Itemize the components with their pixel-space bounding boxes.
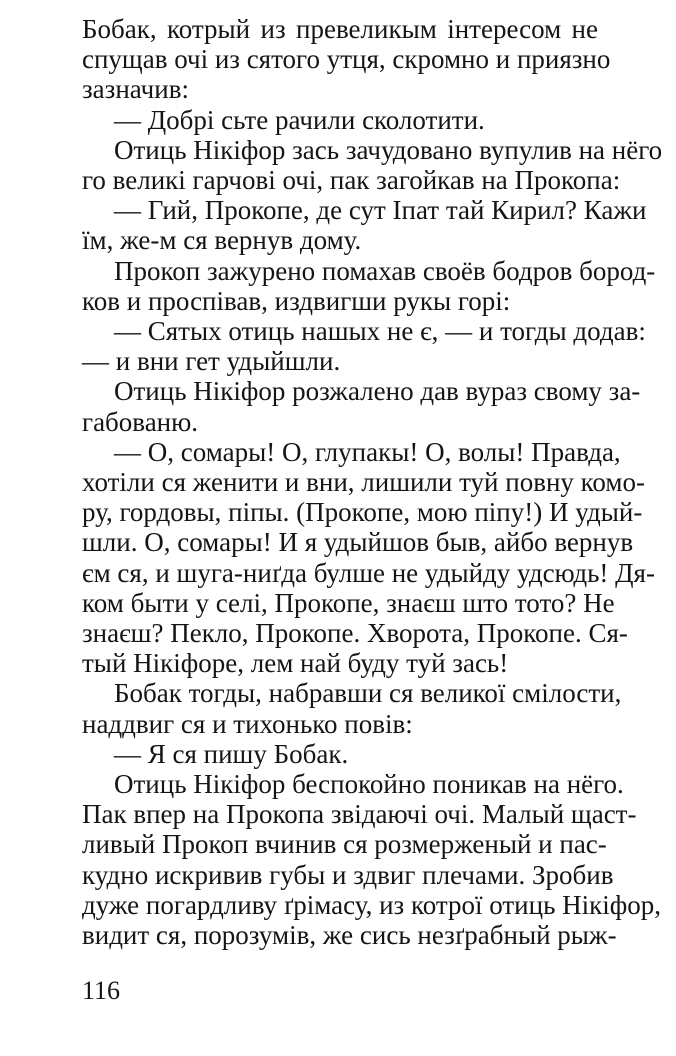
text-line: спущав очі из сятого утця, скромно и приязно: [82, 44, 611, 75]
text-line: Отиць Нікіфор зась зачудовано вупулив на нёго: [114, 134, 663, 165]
text-line: Отиць Нікіфор беспокойно поникав на нёго.: [114, 769, 624, 799]
text-line: — Добрі сьте рачили сколотити.: [114, 104, 485, 135]
text-line: Бобак, котрый из превеликым інтересом не: [82, 14, 598, 44]
book-page: [82, 0, 663, 1056]
text-line: кудно искривив губы и здвиг плечами. Зробив: [82, 859, 614, 890]
text-line: — О, сомары! О, глупакы! О, волы! Правда,: [114, 436, 621, 467]
text-line: шли. О, сомары! И я удыйшов быв, айбо вернув: [82, 527, 634, 558]
text-line: го великі гарчові очі, пак загойкав на Прокопа:: [82, 165, 621, 195]
text-line: знаєш? Пекло, Прокопе. Хворота, Прокопе. Ся-: [82, 618, 628, 648]
text-line: Бобак тогды, набравши ся великої смілости,: [114, 678, 622, 709]
text-line: — Гий, Прокопе, де сут Іпат тай Кирил? Кажи: [114, 195, 647, 226]
text-line: єм ся, и шуга-ниґда булше не удыйду удсюдь! Дя-: [82, 557, 655, 588]
text-line: зазначив:: [82, 74, 189, 105]
text-line: Пак впер на Прокопа звідаючі очі. Малый щаст-: [82, 799, 637, 830]
text-line: Прокоп зажурено помахав своёв бодров бород-: [114, 255, 656, 286]
text-line: тый Нікіфоре, лем най буду туй зась!: [82, 648, 509, 679]
text-line: ков и проспівав, издвигши рукы горі:: [82, 285, 511, 316]
text-line: дуже погардливу ґрімасу, из котрої отиць Нікіфор,: [82, 889, 661, 920]
text-line: хотіли ся женити и вни, лишили туй повну комо-: [82, 467, 645, 497]
text-line: ком быти у селі, Прокопе, знаєш што тото? Не: [82, 587, 615, 618]
text-line: видит ся, порозумів, же сись незґрабный рыж-: [82, 920, 617, 950]
text-line: наддвиг ся и тихонько повів:: [82, 708, 413, 739]
text-line: Отиць Нікіфор розжалено дав вураз свому за-: [114, 376, 641, 407]
text-line: їм, же-м ся вернув дому.: [82, 225, 362, 256]
text-line: габованю.: [82, 406, 199, 437]
text-line: ру, гордовы, піпы. (Прокопе, мою піпу!) И удый-: [82, 497, 643, 528]
text-line: — Я ся пишу Бобак.: [114, 738, 349, 769]
page-number: 116: [82, 976, 121, 1005]
text-line: ливый Прокоп вчинив ся розмерженый и пас-: [82, 829, 607, 860]
text-line: — и вни гет удыйшли.: [82, 346, 341, 377]
text-line: — Сятых отиць нашых не є, — и тогды додав:: [114, 316, 646, 346]
